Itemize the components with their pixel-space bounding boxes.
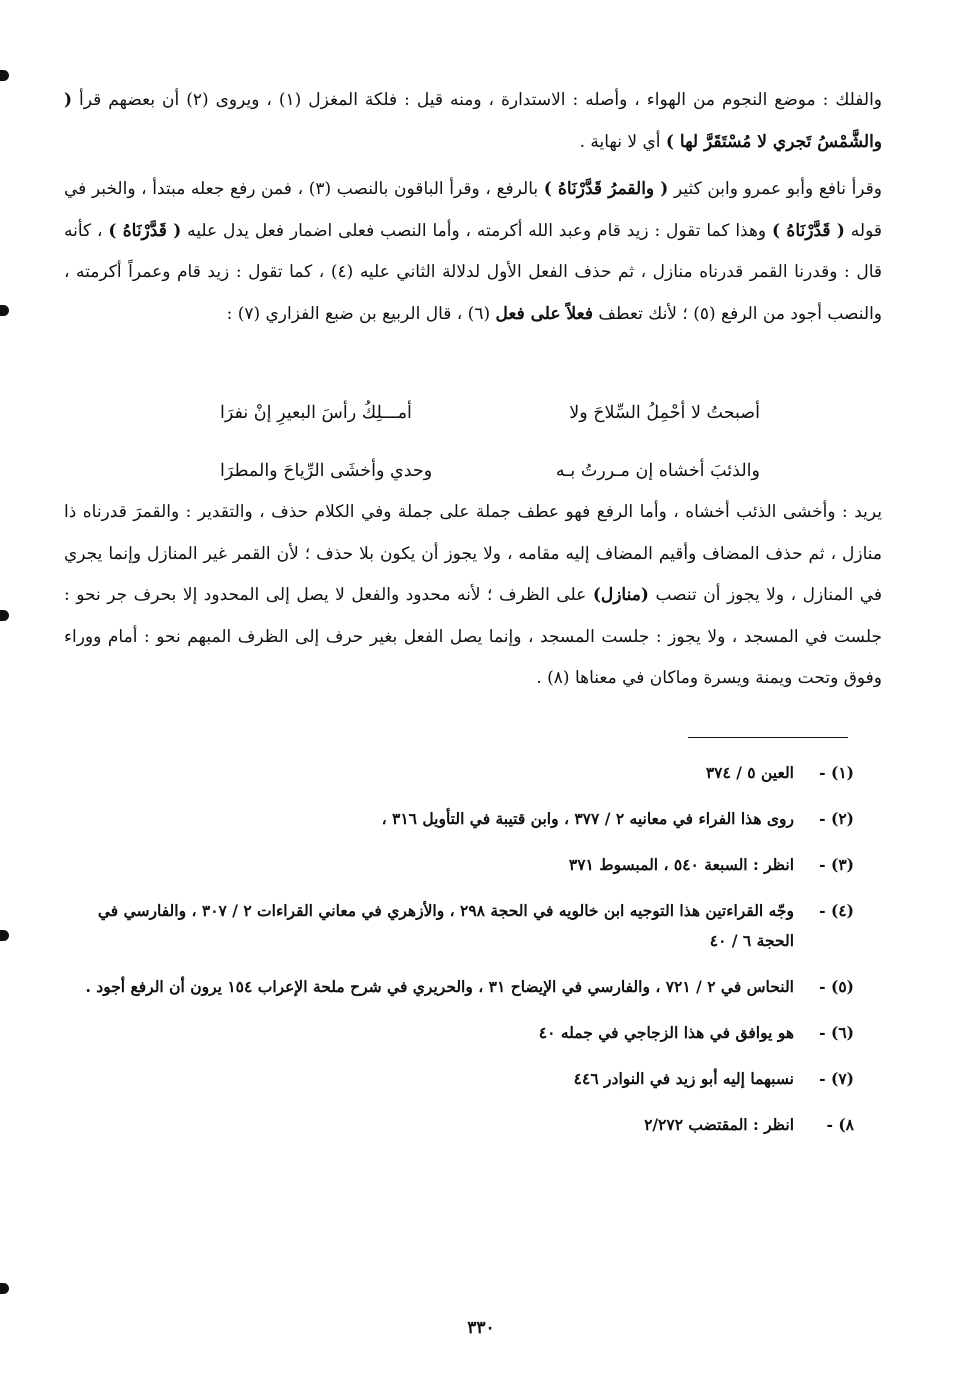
binding-hole-mark — [0, 930, 9, 941]
page-number: ٣٣٠ — [467, 1318, 495, 1338]
quran-quote: ( قَدَّرْنَاهُ ) — [772, 220, 845, 241]
paragraph-text: وهذا كما تقول : زيد قام وعبد الله أكرمته ، وأما النصب فعلى اضمار فعل يدل عليه — [187, 220, 767, 241]
paragraph-text: أي لا نهاية . — [579, 131, 661, 152]
footnote-text: هو يوافق في هذا الزجاجي في جمله ٤٠ — [538, 1023, 794, 1042]
footnote-item — [64, 1018, 854, 1048]
quran-quote: ( والشَّمْسُ تَجري لا مُسْتَقَرَّ لها ) — [64, 90, 882, 152]
paragraph-3 — [64, 492, 882, 700]
footnote-number: (٧) - — [819, 1069, 854, 1088]
footnote-number: (١) - — [819, 763, 854, 782]
footnote-separator — [688, 737, 848, 738]
verse-line — [220, 384, 760, 442]
paragraph-text: يريد : وأخشى الذئب أخشاه ، وأما الرفع فهو عطف جملة على جملة وفي الكلام حذف ، والتقدير : والقمرَ قدرناه ذا منازل ، ثم حذف المضاف وأقيم المضاف إليه مقامه ، ولا يجوز أن يكون بلا حذف ؛ لأن القمر غير المنازل وإنما يجري في المنازل ، ولا يجوز أن تنصب — [64, 502, 883, 605]
footnote-item — [64, 804, 854, 834]
bold-phrase: فعلاً على فعل — [495, 303, 593, 324]
quran-quote: ( والقمرُ قَدَّرْنَاهُ ) — [543, 179, 669, 199]
paragraph-text: والفلك : موضع النجوم من الهواء ، وأصله : الاستدارة ، ومنه قيل : فلكة المغزل (١) ، ويروى (٢) أن بعضهم قرأ — [79, 90, 882, 110]
footnote-number: (٦) - — [819, 1023, 854, 1042]
quran-quote: ( قَدَّرْنَاهُ ) — [108, 220, 182, 241]
footnote-item — [64, 1064, 854, 1094]
poetry-verses — [220, 384, 760, 500]
footnotes-list — [64, 758, 854, 1156]
paragraph-1 — [64, 80, 882, 163]
verse-second-hemistich: أمـــلِكُ رأسَ البعيرِ إنْ نفرَا — [220, 403, 412, 423]
paragraph-text: (٦) ، قال الربيع بن ضبع الفزاري (٧) : — [226, 303, 491, 324]
footnote-text: العين ٥ / ٣٧٤ — [705, 763, 794, 782]
footnote-item — [64, 850, 854, 880]
paragraph-text: ، كأنه قال : وقدرنا القمر قدرناه منازل ، ثم حذف الفعل الأول لدلالة الثاني عليه (٤) ، كما تقول : زيد قام وعمراً أكرمته ، والنصب أجود من الرفع (٥) ؛ لأنك تعطف — [64, 220, 883, 324]
footnote-number: (٤) - — [819, 901, 854, 920]
binding-hole-mark — [0, 1283, 9, 1294]
paragraph-text: بالرفع ، وقرأ الباقون بالنصب (٣) ، فمن رفع جعله مبتدأ ، والخبر في قوله — [64, 179, 882, 241]
binding-hole-mark — [0, 70, 9, 81]
footnote-number: (٥) - — [819, 977, 854, 996]
verse-first-hemistich: أصبحتُ لا أحْمِلُ السِّلاحَ ولا — [569, 403, 760, 423]
paragraph-text: وقرأ نافع وأبو عمرو وابن كثير — [673, 179, 883, 199]
verse-first-hemistich: والذئبَ أخشاه إن مـررتُ بـه — [555, 461, 760, 481]
paragraph-2 — [64, 169, 882, 335]
footnote-number: ٨) - — [826, 1115, 854, 1134]
footnote-item — [64, 758, 854, 788]
footnote-number: (٢) - — [819, 809, 854, 828]
footnote-text: روى هذا الفراء في معانيه ٢ / ٣٧٧ ، وابن قتيبة في التأويل ٣١٦ ، — [381, 809, 794, 828]
paragraph-text: على الظرف ؛ لأنه محدود والفعل لا يصل إلى المحدود إلا بحرف جر نحو : جلست في المسجد ، ولا يجوز : جلست المسجد ، وإنما يصل الفعل بغير حرف إلى الظرف المبهم نحو : أمام ووراء وفوق وتحت ويمنة ويسرة وماكان في معناها (٨) . — [64, 585, 882, 688]
footnote-text: نسبهما إليه أبو زيد في النوادر ٤٤٦ — [573, 1069, 794, 1088]
footnote-item — [64, 972, 854, 1002]
footnote-item — [64, 1110, 854, 1140]
footnote-text: انظر : المقتضب ٢/٢٧٢ — [644, 1115, 794, 1134]
footnote-text: النحاس في ٢ / ٧٢١ ، والفارسي في الإيضاح ٣١ ، والحريري في شرح ملحة الإعراب ١٥٤ يرون أن الرفع أجود . — [85, 977, 794, 996]
binding-hole-mark — [0, 305, 9, 316]
footnote-item — [64, 896, 854, 956]
footnote-text: وجّه القراءتين هذا التوجيه ابن خالويه في الحجة ٢٩٨ ، والأزهري في معاني القراءات ٢ / ٣٠٧ ، والفارسي في الحجة ٦ / ٤٠ — [97, 901, 794, 950]
verse-second-hemistich: وحدي وأخشَى الرِّياحَ والمطرَا — [220, 461, 433, 481]
footnote-text: انظر : السبعة ٥٤٠ ، المبسوط ٣٧١ — [568, 855, 794, 874]
binding-hole-mark — [0, 610, 9, 621]
main-text — [64, 80, 882, 335]
bold-phrase: (منازل) — [592, 585, 649, 605]
footnote-number: (٣) - — [819, 855, 854, 874]
